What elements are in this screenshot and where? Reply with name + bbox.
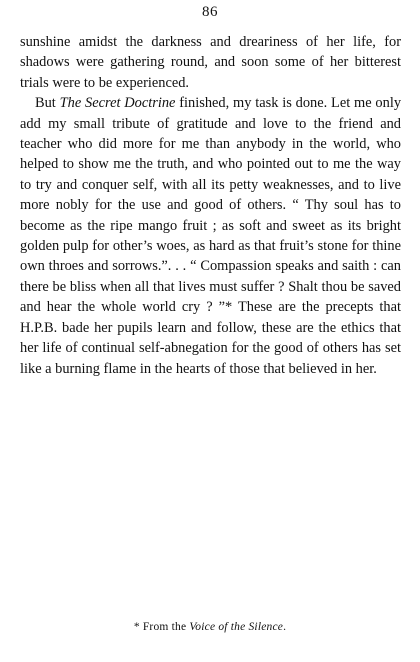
paragraph-secret-doctrine xyxy=(20,93,401,379)
page-number: 86 xyxy=(202,4,218,20)
footnote-book-title: Voice of the Silence xyxy=(189,621,284,633)
paragraph-rest: finished, my task is done. Let me only add my small tribute of gratitude and love to the friend and teacher who did more for me than anybody in the world, who helped to show me the truth, and who pointed out to me the way to try and conquer self, with all its petty weaknesses, and to live more nobly for the use and good of others. “ Thy soul has to become as the ripe mango fruit ; as soft and sweet as its bright golden pulp for other’s woes, as hard as that fruit’s stone for thine own throes and sorrows.”. . . “ Compassion speaks and saith : can there be bliss when all that lives must suffer ? Shalt thou be saved and hear the whole world cry ? ”* These are the precepts that H.P.B. bade her pupils learn and follow, these are the ethics that her life of continual self-abnegation for the good of others has set like a burning flame in the hearts of those that believed in her. xyxy=(20,95,402,377)
footnote-suffix: . xyxy=(283,621,287,633)
book-title-secret-doctrine: The Secret Doctrine xyxy=(59,95,176,112)
body-text xyxy=(20,32,401,379)
footnote-prefix: * From the xyxy=(133,621,190,633)
paragraph-lead: But xyxy=(35,95,60,112)
footnote xyxy=(0,621,420,633)
paragraph-continuation: sunshine amidst the darkness and dreariness of her life, for shadows were gathering round, and soon some of her bitterest trials were to be experienced. xyxy=(20,34,401,91)
